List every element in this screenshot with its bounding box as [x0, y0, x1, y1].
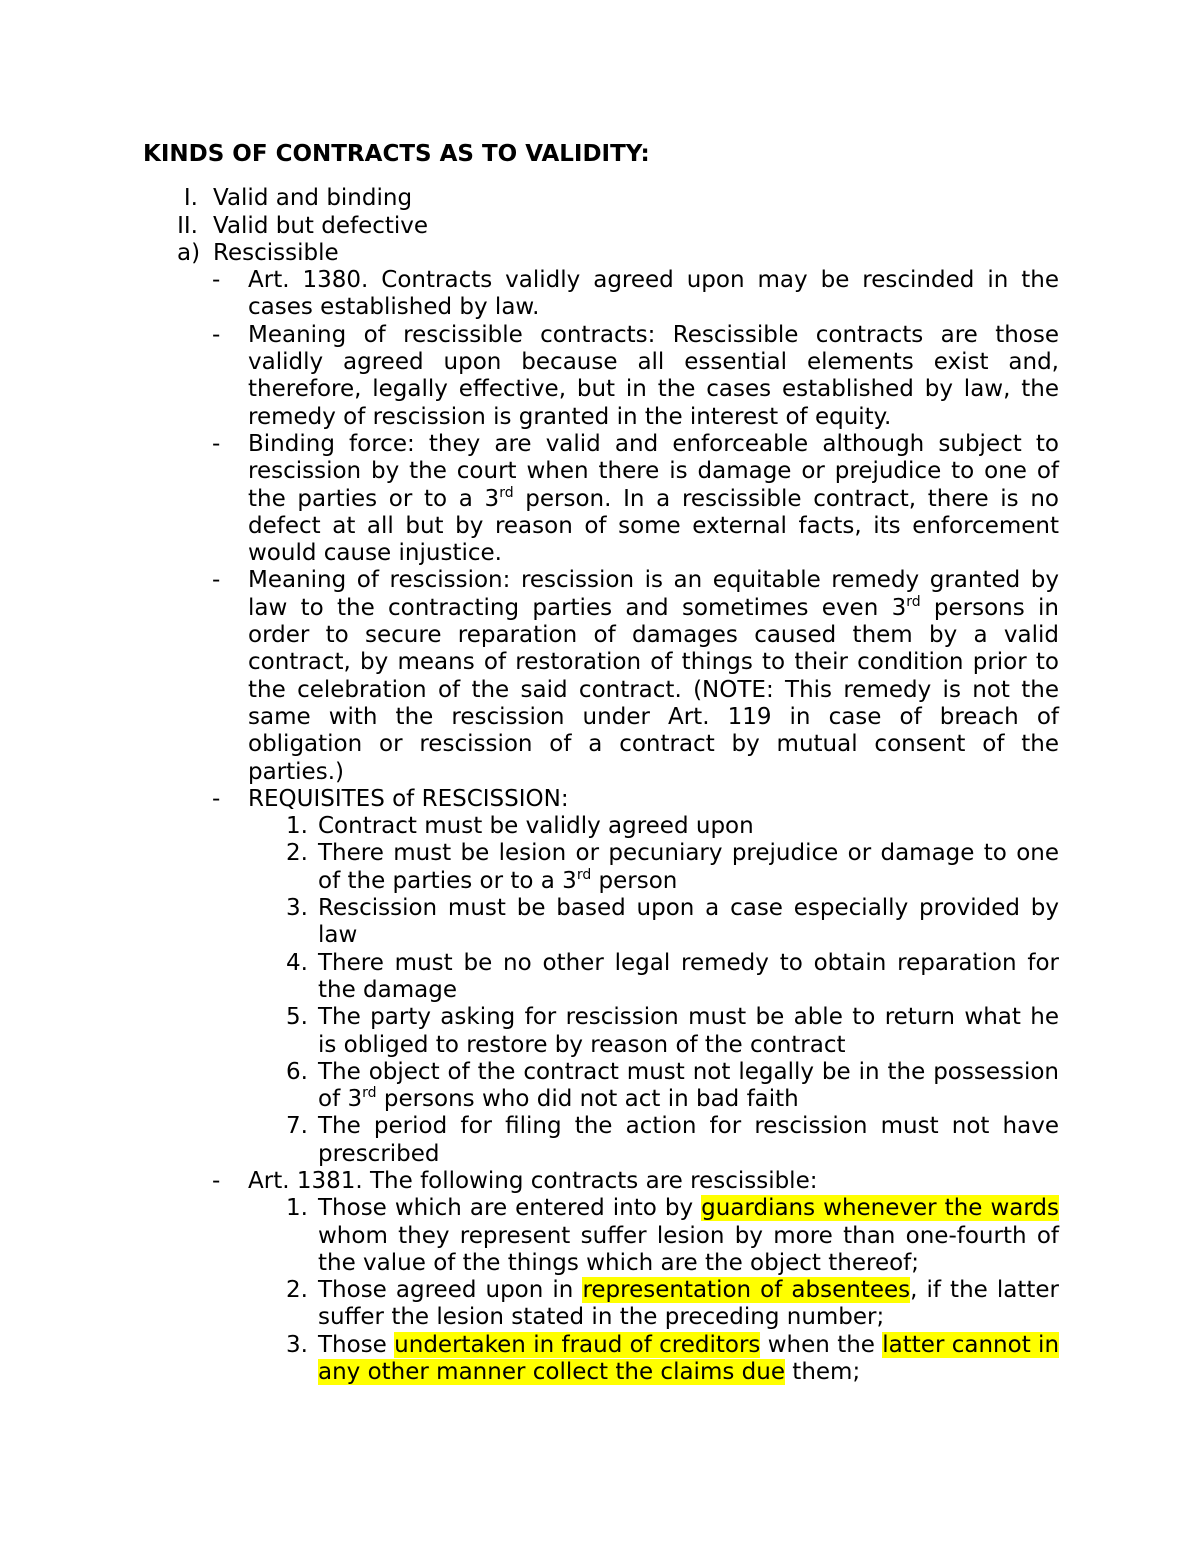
requisite-item-4	[143, 950, 1059, 1005]
bullet-marker: -	[212, 567, 221, 594]
number-marker: 3.	[286, 895, 308, 922]
text-part: Those	[318, 1331, 395, 1358]
number-marker: 4.	[286, 949, 308, 976]
document-body	[143, 141, 1059, 1386]
number-marker: 7.	[286, 1113, 308, 1140]
roman-text: Valid but defective	[213, 212, 429, 239]
text-part: , if the latter suffer the lesion stated in the preceding number;	[318, 1277, 1059, 1331]
bullet-art-1381	[143, 1168, 1059, 1195]
requisite-item-6	[143, 1059, 1059, 1114]
rescissible-item-3	[143, 1332, 1059, 1387]
bullet-art-1380	[143, 267, 1059, 322]
requisite-item-7	[143, 1113, 1059, 1168]
bullet-text: Art. 1380. Contracts validly agreed upon may be rescinded in the cases established by law.	[248, 267, 1059, 321]
roman-marker: II.	[177, 212, 198, 239]
requisite-text: The party asking for rescission must be able to return what he is obliged to restore by reason of the contract	[318, 1004, 1059, 1058]
requisite-text: Contract must be validly agreed upon	[318, 813, 754, 840]
superscript: rd	[362, 1085, 377, 1102]
bullet-meaning-rescission	[143, 567, 1059, 785]
number-marker: 1.	[286, 813, 308, 840]
bullet-text	[248, 431, 1059, 567]
roman-item-1	[143, 185, 1059, 212]
highlighted-text: latter cannot in any other manner collect the claims due	[318, 1331, 1060, 1386]
number-marker: 2.	[286, 840, 308, 867]
bullet-requisites	[143, 786, 1059, 813]
requisite-text	[318, 1059, 1059, 1114]
bullet-text: Meaning of rescissible contracts: Rescissible contracts are those validly agreed upon because all essential elements exist and, therefore, legally effective, but in the cases established by law, the remedy of rescission is granted in the interest of equity.	[248, 321, 1059, 430]
number-marker: 5.	[286, 1004, 308, 1031]
rescissible-item-1	[143, 1195, 1059, 1277]
rescissible-text	[318, 1195, 1059, 1277]
bullet-text	[248, 567, 1059, 785]
number-marker: 6.	[286, 1058, 308, 1085]
text-part: persons who did not act in bad faith	[376, 1086, 799, 1113]
requisite-item-2	[143, 840, 1059, 895]
bullet-marker: -	[212, 321, 221, 348]
alpha-item-a	[143, 240, 1059, 267]
highlighted-text: undertaken in fraud of creditors	[394, 1331, 761, 1358]
alpha-marker: a)	[177, 239, 201, 266]
requisite-text	[318, 840, 1059, 895]
rescissible-text	[318, 1277, 1059, 1332]
requisite-item-3	[143, 895, 1059, 950]
bullet-text: REQUISITES of RESCISSION:	[248, 785, 569, 812]
number-marker: 3.	[286, 1331, 308, 1358]
text-part: Binding force: they are valid and enforceable although subject to rescission by the court when there is damage or prejudice to one of the parties or to a 3	[248, 430, 1059, 512]
bullet-marker: -	[212, 785, 221, 812]
highlighted-text: guardians whenever the wards	[701, 1195, 1059, 1222]
text-part: person. In a rescissible contract, there is no defect at all but by reason of some external facts, its enforcement would cause injustice.	[248, 485, 1059, 567]
roman-marker: I.	[183, 185, 198, 212]
text-part: Those which are entered into by	[318, 1195, 702, 1222]
text-part: There must be lesion or pecuniary prejudice or damage to one of the parties or to a 3	[318, 840, 1059, 894]
rescissible-text	[318, 1332, 1059, 1387]
highlighted-text: representation of absentees	[582, 1277, 911, 1304]
text-part: whom they represent suffer lesion by more than one-fourth of the value of the things which are the object thereof;	[318, 1222, 1059, 1276]
roman-text: Valid and binding	[213, 185, 413, 212]
text-part: person	[591, 867, 678, 894]
requisite-text: The period for filing the action for rescission must not have prescribed	[318, 1113, 1059, 1167]
page-title: KINDS OF CONTRACTS AS TO VALIDITY:	[143, 141, 650, 167]
bullet-marker: -	[212, 267, 221, 294]
requisite-item-5	[143, 1004, 1059, 1059]
bullet-meaning-rescissible	[143, 322, 1059, 431]
text-part: persons in order to secure reparation of damages caused them by a valid contract, by means of restoration of things to their condition prior to the celebration of the said contract. (NOTE: This remedy is not the same with the rescission under Art. 119 in case of breach of obligation or rescission of a contract by mutual consent of the parties.)	[248, 594, 1059, 785]
superscript: rd	[576, 866, 592, 883]
text-part: Those agreed upon in	[318, 1277, 583, 1304]
requisite-text: Rescission must be based upon a case especially provided by law	[318, 895, 1059, 949]
number-marker: 1.	[286, 1195, 308, 1222]
bullet-marker: -	[212, 1167, 221, 1194]
text-part: when the	[760, 1331, 883, 1358]
requisite-text: There must be no other legal remedy to obtain reparation for the damage	[318, 949, 1059, 1003]
bullet-text: Art. 1381. The following contracts are rescissible:	[248, 1167, 818, 1194]
bullet-binding-force	[143, 431, 1059, 567]
number-marker: 2.	[286, 1277, 308, 1304]
text-part: Meaning of rescission: rescission is an equitable remedy granted by law to the contracting parties and sometimes even 3	[248, 567, 1059, 621]
requisite-item-1	[143, 813, 1059, 840]
superscript: rd	[499, 484, 514, 501]
superscript: rd	[906, 593, 921, 610]
rescissible-item-2	[143, 1277, 1059, 1332]
bullet-marker: -	[212, 430, 221, 457]
alpha-text: Rescissible	[213, 239, 339, 266]
roman-item-2	[143, 213, 1059, 240]
text-part: them;	[784, 1359, 861, 1386]
text-part: The object of the contract must not legally be in the possession of 3	[318, 1058, 1059, 1113]
